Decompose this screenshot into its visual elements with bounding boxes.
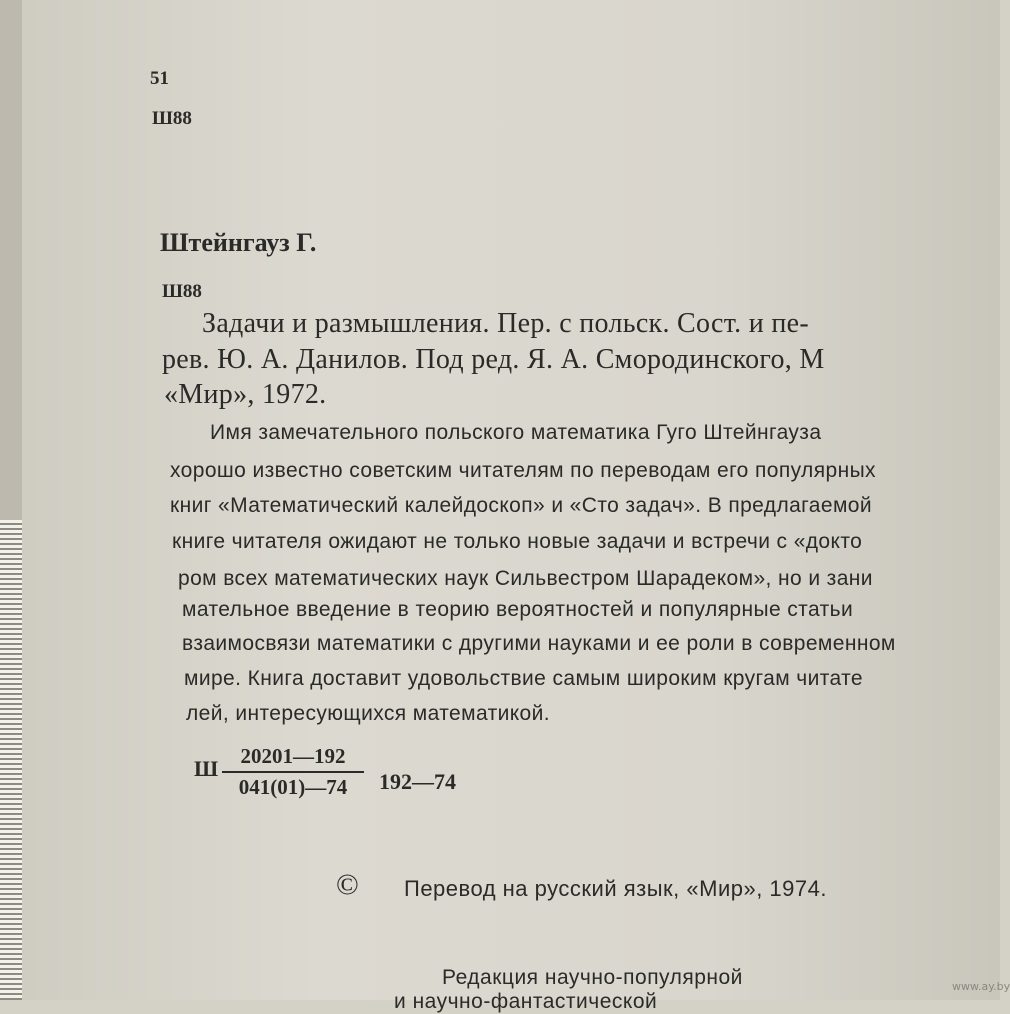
copyright-icon: ©: [336, 868, 359, 901]
classification-denominator: 041(01)—74: [238, 775, 348, 799]
annotation-line-3: книг «Математический калейдоскоп» и «Сто задач». В предлагаемой: [170, 494, 872, 517]
book-spine-shadow: [0, 0, 22, 520]
author-heading: Штейнгауз Г.: [160, 228, 317, 257]
page-stack-edge: [0, 520, 22, 1000]
bibliography-line-2: рев. Ю. А. Данилов. Под ред. Я. А. Смородинского, М: [162, 344, 825, 375]
annotation-line-8: мире. Книга доставит удовольствие самым широким кругам читате: [184, 667, 864, 690]
site-watermark: www.ay.by: [952, 980, 1010, 993]
book-page: [22, 0, 1010, 1013]
annotation-line-1: Имя замечательного польского математика Гуго Штейнгауза: [210, 421, 822, 444]
udc-index: 51: [150, 68, 169, 89]
classification-fraction: [222, 744, 364, 800]
annotation-line-2: хорошо известно советским читателям по переводам его популярных: [170, 459, 876, 482]
annotation-line-6: мательное введение в теорию вероятностей и популярные статьи: [182, 598, 854, 621]
annotation-line-5: ром всех математических наук Сильвестром Шарадеком», но и зани: [178, 567, 873, 590]
bibliography-line-1: Задачи и размышления. Пер. с польск. Сост. и пе-: [202, 308, 810, 339]
editorial-line-2: и научно-фантастической: [394, 990, 658, 1013]
bbk-index: Ш88: [152, 108, 192, 129]
bibliography-line-3: «Мир», 1972.: [164, 379, 327, 410]
classification-numerator: 20201—192: [222, 744, 364, 773]
classification-letter: Ш: [194, 756, 219, 781]
copyright-text: Перевод на русский язык, «Мир», 1974.: [404, 876, 827, 901]
editorial-line-1: Редакция научно-популярной: [442, 966, 743, 989]
annotation-line-9: лей, интересующихся математикой.: [186, 702, 550, 725]
classification-suffix: 192—74: [379, 769, 456, 794]
annotation-line-4: книге читателя ожидают не только новые задачи и встречи с «докто: [172, 530, 863, 553]
author-code: Ш88: [162, 281, 202, 302]
annotation-line-7: взаимосвязи математики с другими науками и ее роли в современном: [182, 632, 896, 655]
